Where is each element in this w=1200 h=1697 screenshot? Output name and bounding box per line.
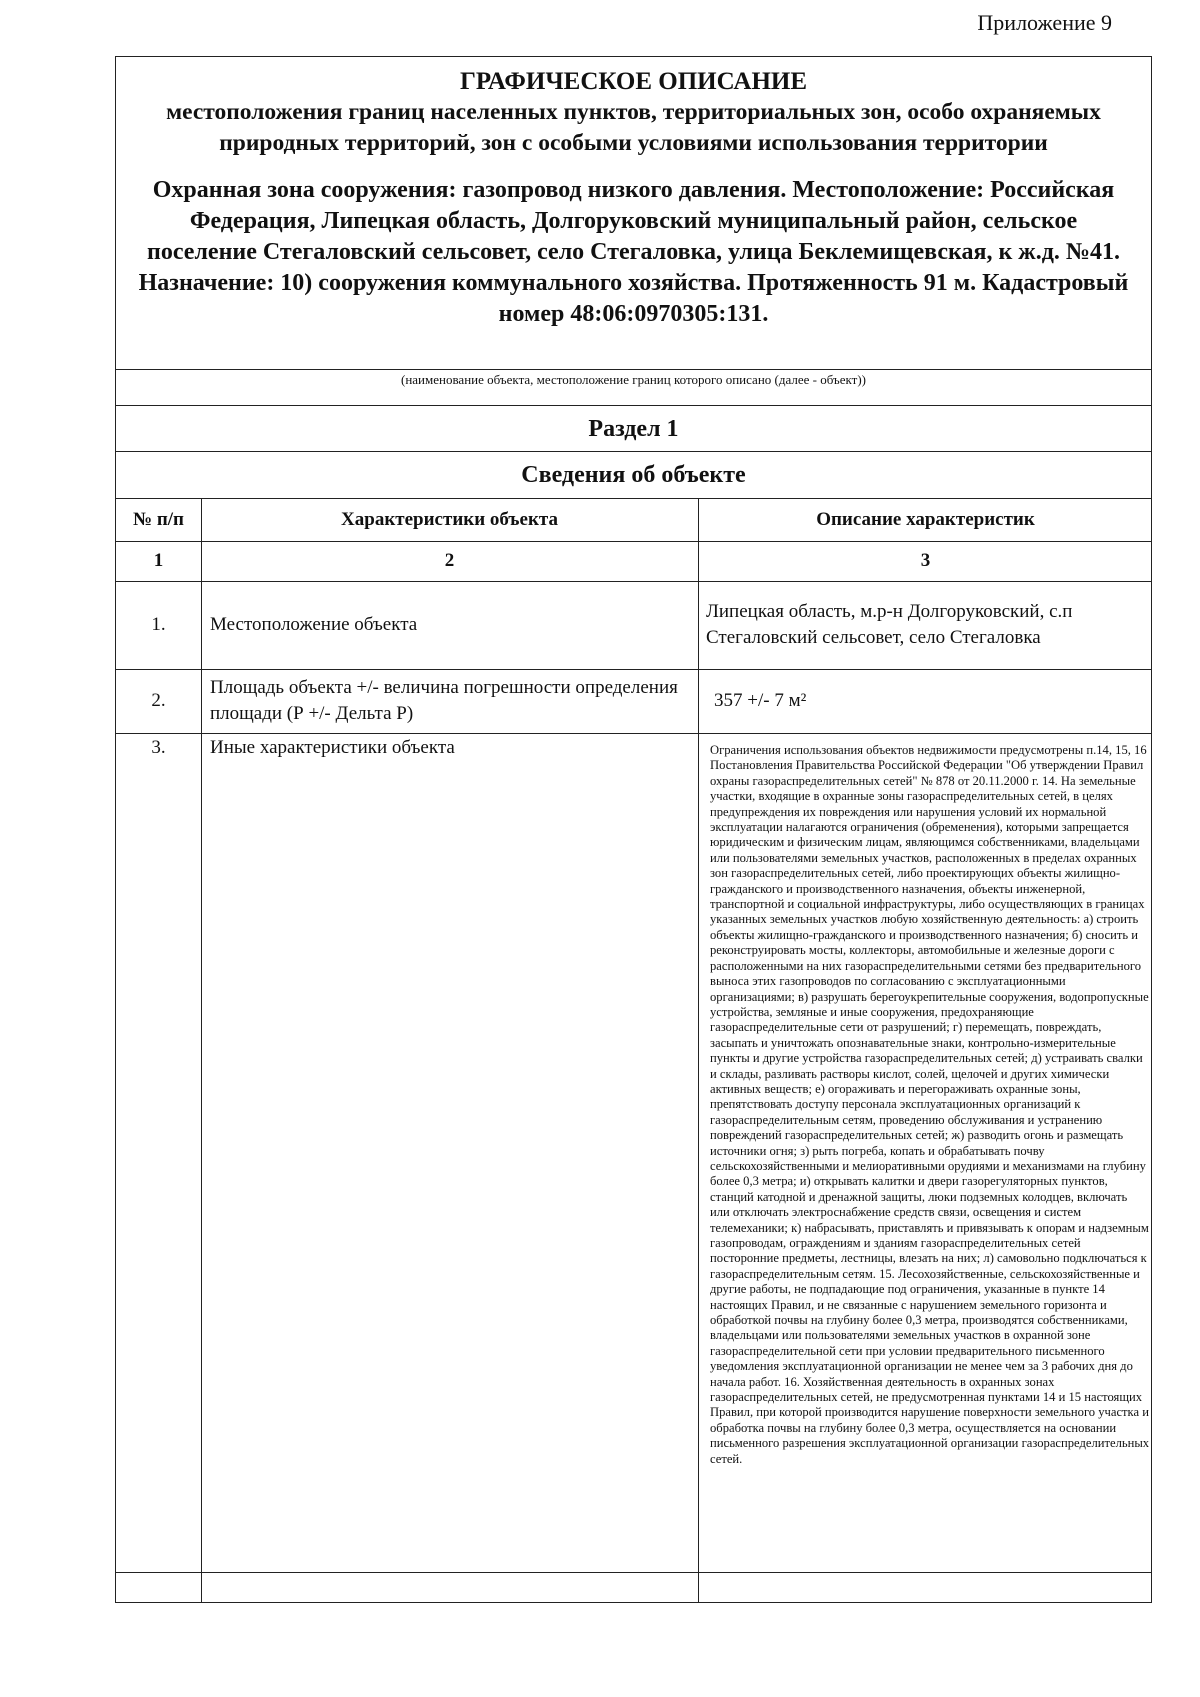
column-number-1: 1 — [153, 550, 164, 571]
row-1-characteristic: Местоположение объекта — [210, 614, 418, 635]
section-name: Сведения об объекте — [116, 452, 1151, 499]
row-1-description: Липецкая область, м.р-н Долгоруковский, с.п Стегаловский сельсовет, село Стегаловка — [706, 601, 1073, 648]
header-characteristic: Характеристики объекта — [341, 509, 558, 530]
column-number-3: 3 — [920, 550, 931, 571]
info-table — [116, 499, 1151, 1602]
header-description: Описание характеристик — [816, 509, 1035, 530]
column-divider — [698, 499, 699, 1602]
object-name: Охранная зона сооружения: газопровод низкого давления. Местоположение: Российская Федерация, Липецкая область, Долгоруковский муниципальный район, сельское поселение Стегаловский сельсовет, село Стегаловка, улица Беклемищевская, к ж.д. №41. Назначение: 10) сооружения коммунального хозяйства. Протяженность 91 м. Кадастровый номер 48:06:0970305:131. — [138, 177, 1129, 327]
column-divider — [201, 499, 202, 1602]
row-divider — [116, 1572, 1151, 1573]
row-2-description: 357 +/- 7 м² — [714, 690, 807, 711]
row-3-characteristic: Иные характеристики объекта — [210, 737, 455, 758]
row-2-number: 2. — [151, 690, 166, 711]
row-3-number: 3. — [151, 737, 166, 758]
section-number: Раздел 1 — [116, 406, 1151, 452]
header-number: № п/п — [132, 509, 185, 530]
row-divider — [116, 733, 1151, 734]
row-3-description: Ограничения использования объектов недвижимости предусмотрены п.14, 15, 16 Постановления Правительства Российской Федерации "Об утверждении Правил охраны газораспределительных сетей" № 878 от 20.11.2000 г. 14. На земельные участки, входящие в охранные зоны газораспределительных сетей, в целях предупреждения их повреждения или нарушения условий их нормальной эксплуатации налагаются ограничения (обременения), которыми запрещается юридическим и физическим лицам, являющимся собственниками, владельцами или пользователями земельных участков, расположенных в пределах охранных зон газораспределительных сетей, либо проектирующих объекты жилищно-гражданского и производственного назначения, объекты инженерной, транспортной и социальной инфраструктуры, либо осуществляющих в границах указанных земельных участков любую хозяйственную деятельность: а) строить объекты жилищно-гражданского и производственного назначения; б) сносить и реконструировать мосты, коллекторы, автомобильные и железные дороги с расположенными на них газораспределительными сетями без предварительного выноса этих газопроводов по согласованию с эксплуатационными организациями; в) разрушать берегоукрепительные сооружения, водопропускные устройства, земляные и иные сооружения, предохраняющие газораспределительные сети от разрушений; г) перемещать, повреждать, засыпать и уничтожать опознавательные знаки, контрольно-измерительные пункты и другие устройства газораспределительных сетей; д) устраивать свалки и склады, разливать растворы кислот, солей, щелочей и других химически активных веществ; е) огораживать и перегораживать охранные зоны, препятствовать доступу персонала эксплуатационных организаций к газораспределительным сетям, проведению обслуживания и устранению повреждений газораспределительных сетей; ж) разводить огонь и размещать источники огня; з) рыть погреба, копать и обрабатывать почву сельскохозяйственными и мелиоративными орудиями и механизмами на глубину более 0,3 метра; и) открывать калитки и двери газорегуляторных пунктов, станций катодной и дренажной защиты, люки подземных колодцев, включать или отключать электроснабжение средств связи, освещения и систем телемеханики; к) набрасывать, приставлять и привязывать к опорам и надземным газопроводам, ограждениям и зданиям газораспределительных сетей посторонние предметы, лестницы, влезать на них; л) самовольно подключаться к газораспределительным сетям. 15. Лесохозяйственные, сельскохозяйственные и другие работы, не подпадающие под ограничения, указанные в пункте 14 настоящих Правил, и не связанные с нарушением земельного горизонта и обработкой почвы на глубину более 0,3 метра, производятся собственниками, владельцами или пользователями земельных участков в охранной зоне газораспределительной сети при условии предварительного письменного уведомления эксплуатационной организации не менее чем за 3 рабочих дня до начала работ. 16. Хозяйственная деятельность в охранных зонах газораспределительных сетей, не предусмотренная пунктами 14 и 15 настоящих Правил, при которой производится нарушение поверхности земельного участка и обработка почвы на глубину более 0,3 метра, осуществляется на основании письменного разрешения эксплуатационной организации газораспределительных сетей. — [710, 743, 1150, 1466]
title-block — [116, 57, 1151, 370]
row-2-characteristic: Площадь объекта +/- величина погрешности определения площади (Р +/- Дельта Р) — [210, 677, 678, 724]
document-subtitle: местоположения границ населенных пунктов, территориальных зон, особо охраняемых природных территорий, зон с особыми условиями использования территории — [166, 99, 1101, 156]
row-1-number: 1. — [151, 614, 166, 635]
column-number-2: 2 — [444, 550, 455, 571]
document-title: ГРАФИЧЕСКОЕ ОПИСАНИЕ — [459, 68, 808, 95]
document-frame — [115, 56, 1152, 1603]
appendix-label: Приложение 9 — [977, 10, 1112, 35]
object-caption: (наименование объекта, местоположение границ которого описано (далее - объект)) — [116, 370, 1151, 406]
